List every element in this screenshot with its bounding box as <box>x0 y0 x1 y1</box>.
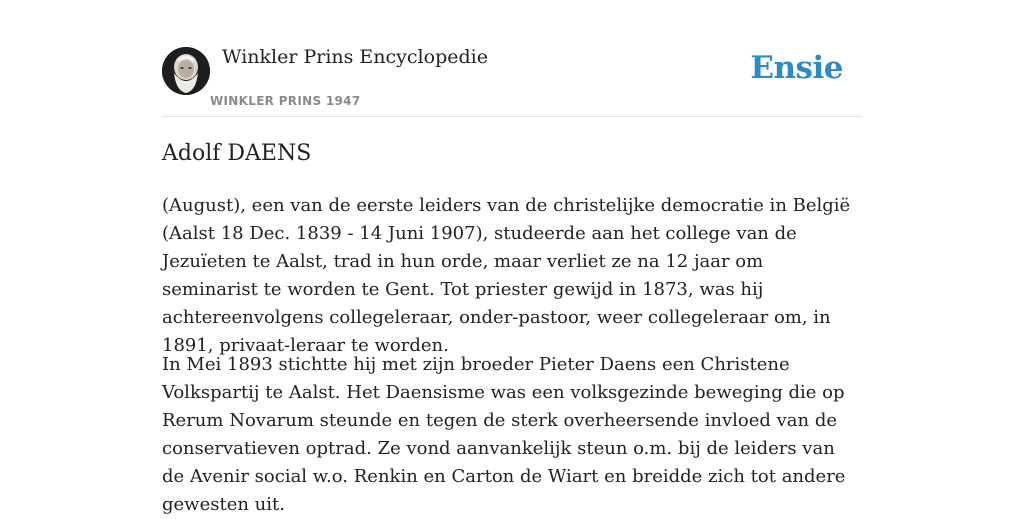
author-avatar-icon[interactable] <box>162 47 210 95</box>
article-title: Adolf DAENS <box>162 141 312 166</box>
source-label[interactable]: WINKLER PRINS 1947 <box>210 94 361 108</box>
brand-logo[interactable]: Ensie <box>750 50 843 86</box>
page-container <box>162 0 862 515</box>
article-paragraph-1: (August), een van de eerste leiders van de christelijke democratie in België (Aalst 18 Dec. 1839 - 14 Juni 1907), studeerde aan het college van de Jezuïeten te Aalst, trad in hun orde, maar verliet ze na 12 jaar om seminarist te worden te Gent. Tot priester gewijd in 1873, was hij achtereenvolgens collegeleraar, onder-pastoor, weer collegeleraar om, in 1891, privaat-leraar te worden. <box>162 195 851 356</box>
page-header <box>162 0 862 117</box>
site-title[interactable]: Winkler Prins Encyclopedie <box>222 46 488 68</box>
article-paragraph-2: In Mei 1893 stichtte hij met zijn broeder Pieter Daens een Christene Volkspartij te Aalst. Het Daensisme was een volksgezinde beweging die op Rerum Novarum steunde en tegen de sterk overheersende invloed van de conservatieven optrad. Ze vond aanvankelijk steun o.m. bij de leiders van de Avenir social w.o. Renkin en Carton de Wiart en breidde zich tot andere gewesten uit. <box>162 354 846 515</box>
